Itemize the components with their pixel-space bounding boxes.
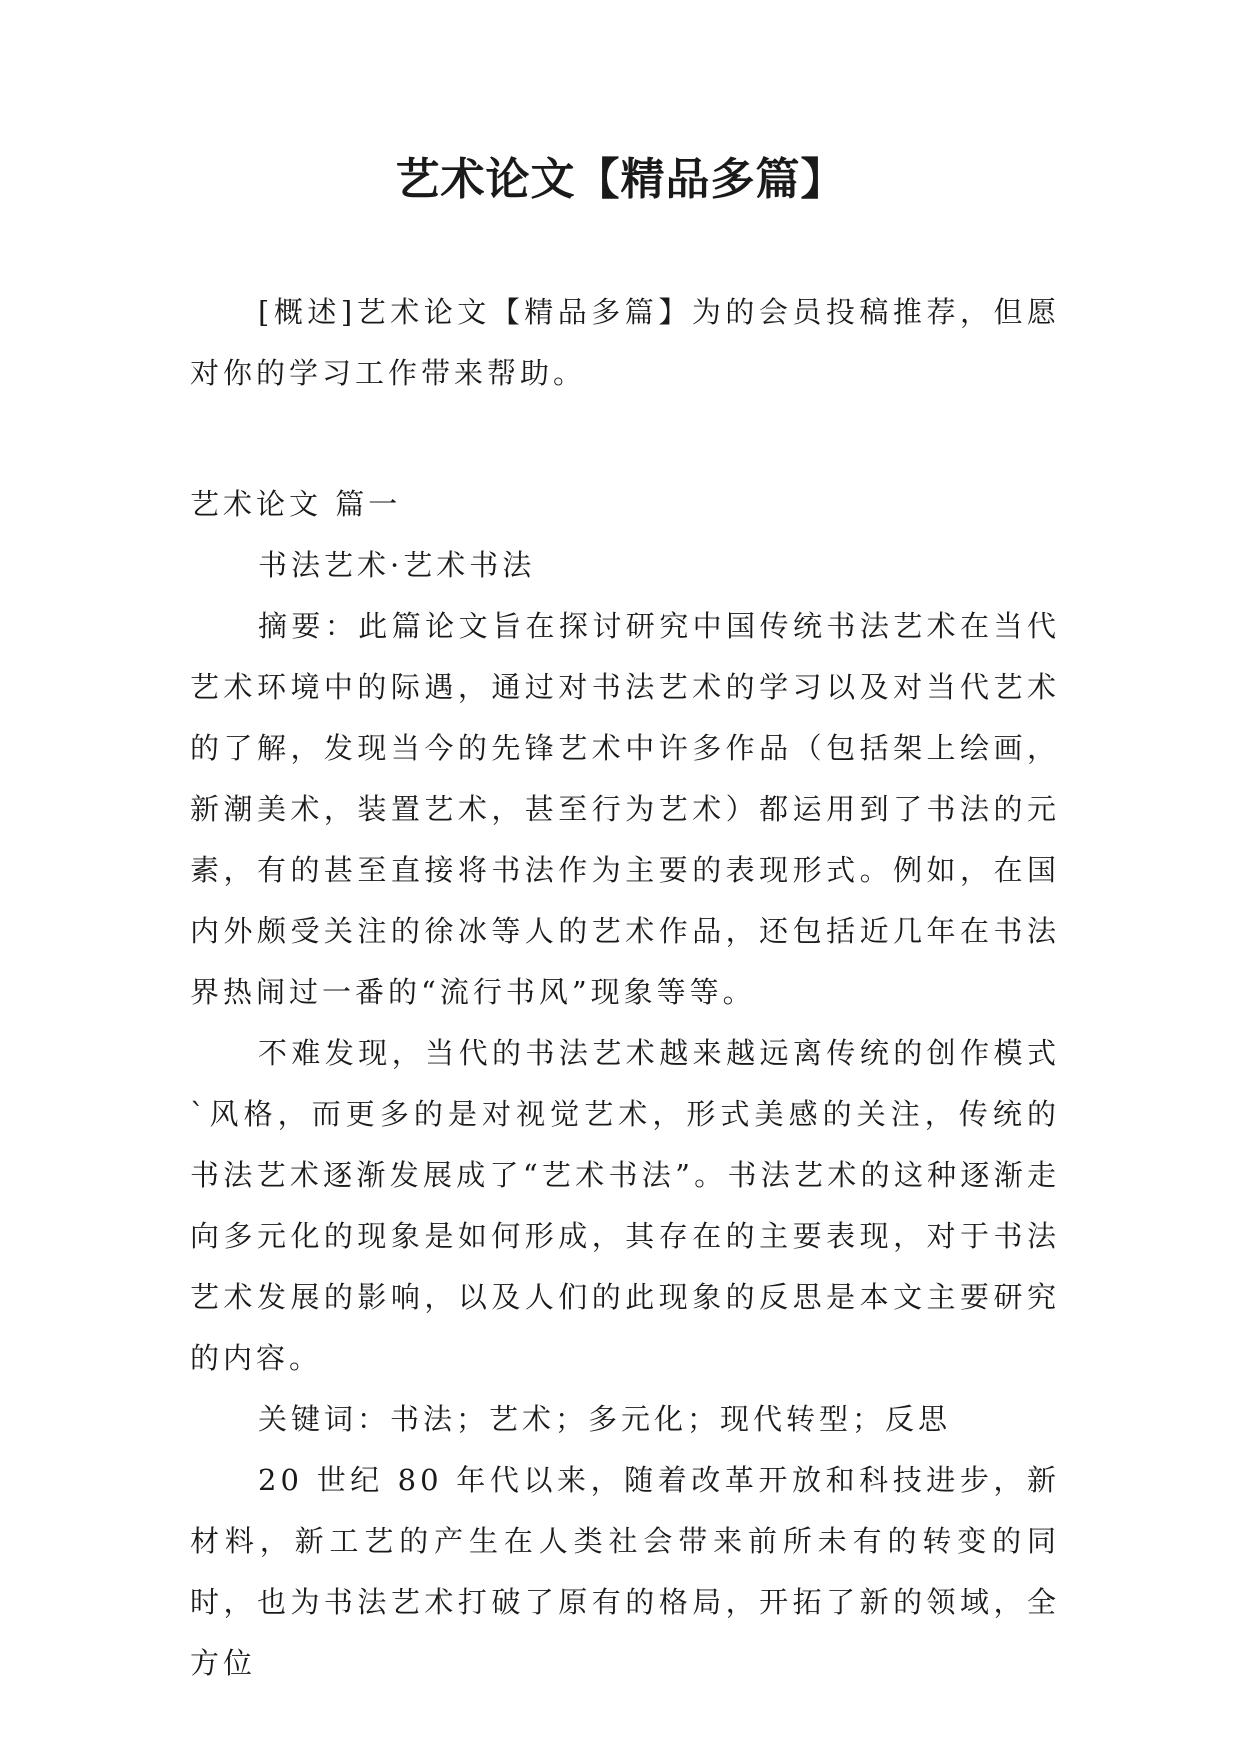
keywords-paragraph: 关键词：书法；艺术；多元化；现代转型；反思 <box>258 1402 952 1436</box>
document-title: 艺术论文【精品多篇】 <box>395 154 846 205</box>
document-body <box>190 282 1060 1694</box>
body-paragraph: 20 世纪 80 年代以来，随着改革开放和科技进步，新材料，新工艺的产生在人类社会带来前所未有的转变的同时，也为书法艺术打破了原有的格局，开拓了新的领域，全方位 <box>190 1463 1060 1680</box>
subtitle-paragraph: 书法艺术·艺术书法 <box>258 548 536 582</box>
abstract-paragraph: 摘要：此篇论文旨在探讨研究中国传统书法艺术在当代艺术环境中的际遇，通过对书法艺术的学习以及对当代艺术的了解，发现当今的先锋艺术中许多作品（包括架上绘画，新潮美术，装置艺术，甚至行为艺术）都运用到了书法的元素，有的甚至直接将书法作为主要的表现形式。例如，在国内外颇受关注的徐冰等人的艺术作品，还包括近几年在书法界热闹过一番的“流行书风”现象等等。 <box>190 609 1060 1009</box>
summary-paragraph: [概述]艺术论文【精品多篇】为的会员投稿推荐，但愿对你的学习工作带来帮助。 <box>190 295 1060 390</box>
body-paragraph: 不难发现，当代的书法艺术越来越远离传统的创作模式`风格，而更多的是对视觉艺术，形式美感的关注，传统的书法艺术逐渐发展成了“艺术书法”。书法艺术的这种逐渐走向多元化的现象是如何形成，其存在的主要表现，对于书法艺术发展的影响，以及人们的此现象的反思是本文主要研究的内容。 <box>190 1036 1060 1375</box>
section-heading: 艺术论文 篇一 <box>190 487 402 521</box>
section-spacer <box>190 404 1060 474</box>
